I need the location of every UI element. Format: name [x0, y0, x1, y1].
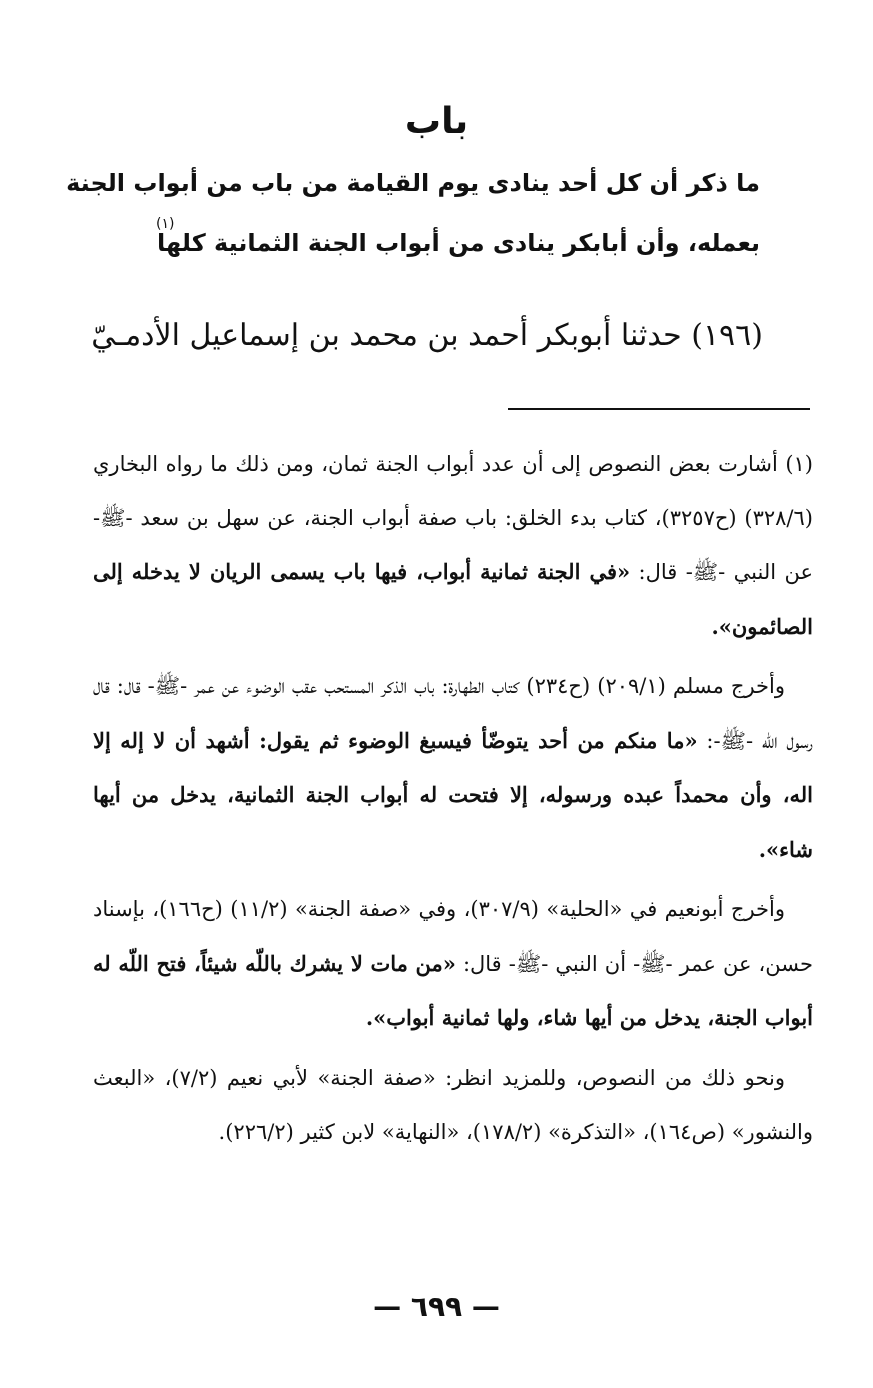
footnote-paragraph [93, 660, 813, 877]
footnotes-section [93, 438, 813, 1166]
footnote-quote: «في الجنة ثمانية أبواب، فيها باب يسمى الريان لا يدخله إلى الصائمون». [93, 559, 813, 639]
chapter-subtitle-line-2: بعمله، وأن أبابكر ينادى من أبواب الجنة الثمانية كلها [157, 229, 760, 257]
footnote-text: ونحو ذلك من النصوص، وللمزيد انظر: «صفة الجنة» لأبي نعيم (٧/٢)، «البعث والنشور» (ص١٦٤)، «التذكرة» (١٧٨/٢)، «النهاية» لابن كثير (٢٢٦/٢). [93, 1065, 813, 1144]
chapter-heading: باب [404, 101, 469, 142]
footnote-quote: «من مات لا يشرك باللّه شيئاً، فتح اللّه له أبواب الجنة، يدخل من أيها شاء، ولها ثمانية أبواب». [93, 950, 813, 1030]
footnote-paragraph [93, 883, 813, 1046]
footnote-text: (١) أشارت بعض النصوص إلى أن عدد أبواب الجنة ثمان، ومن ذلك ما رواه البخاري (٣٢٨/٦) (ح٣٢٥٧)، كتاب بدء الخلق: باب صفة أبواب الجنة، عن سهل بن سعد -ﷺ- عن النبي -ﷺ- قال: [93, 452, 813, 584]
footnote-paragraph [93, 1052, 813, 1160]
footnote-quote: «ما منكم من أحد يتوضّأ فيسبغ الوضوء ثم يقول: أشهد أن لا إله إلا اله، وأن محمداً عبده ورسوله، إلا فتحت له أبواب الجنة الثمانية، يدخل من أيها شاء». [93, 727, 813, 862]
chapter-subtitle-line-1: ما ذكر أن كل أحد ينادى يوم القيامة من باب من أبواب الجنة [66, 169, 760, 197]
footnote-text: وأخرج أبونعيم في «الحلية» (٣٠٧/٩)، وفي «صفة الجنة» (١١/٢) (ح١٦٦)، بإسناد حسن، عن عمر -ﷺ- أن النبي -ﷺ- قال: [93, 897, 813, 976]
footnote-separator [508, 408, 810, 410]
footnote-paragraph [93, 438, 813, 654]
footnote-text: وأخرج مسلم (٢٠٩/١) (ح٢٣٤) كتاب الطهارة: باب الذكر المستحب عقب الوضوء عن عمر -ﷺ- قال: قال رسول اللّه -ﷺ-: [93, 674, 813, 753]
footnote-marker: (١) [156, 216, 175, 232]
page-number: — ٦٩٩ — [373, 1290, 500, 1323]
hadith-text: (١٩٦) حدثنا أبوبكر أحمد بن محمد بن إسماعيل الأدمـيّ [91, 318, 763, 353]
